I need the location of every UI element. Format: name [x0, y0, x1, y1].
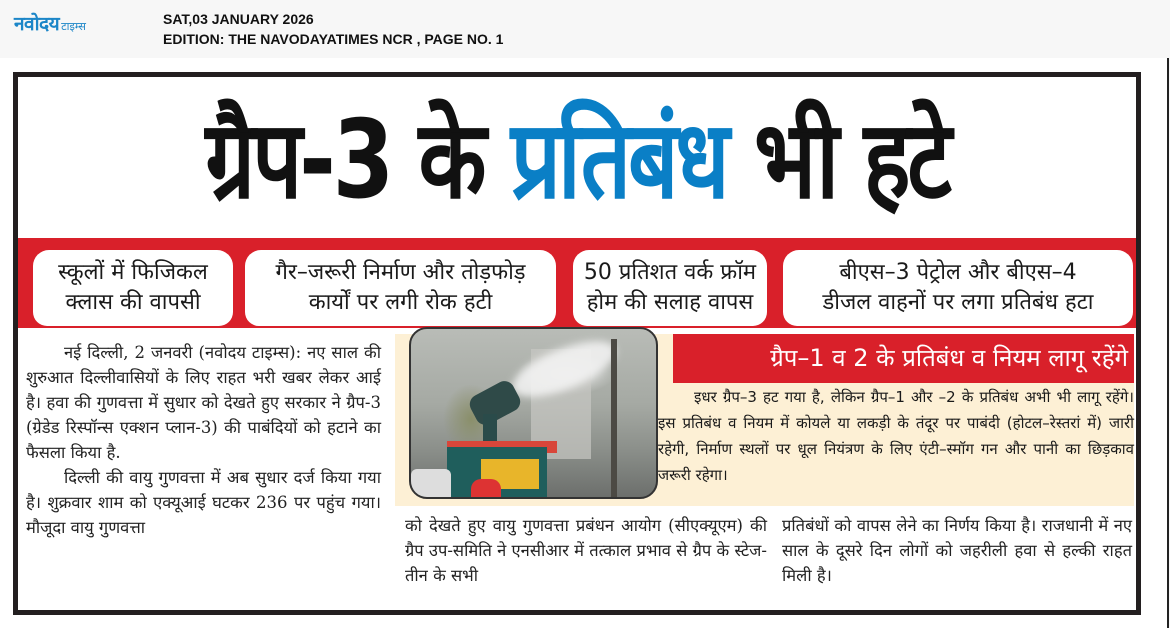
- headline-part-2: भी हटे: [726, 98, 949, 223]
- article-column-3: [782, 513, 1132, 588]
- article-paragraph: प्रतिबंधों को वापस लेने का निर्णय किया है। राजधानी में नए साल के दूसरे दिन लोगों को जहरीली हवा से हल्की राहत मिली है।: [782, 516, 1132, 585]
- edition-info: EDITION: THE NAVODAYATIMES NCR , PAGE NO. 1: [163, 31, 504, 47]
- highlight-line: 50 प्रतिशत वर्क फ्रॉम: [583, 260, 757, 285]
- sidebox-body: [658, 384, 1134, 488]
- article-paragraph: को देखते हुए वायु गुणवत्ता प्रबंधन आयोग (सीएक्यूएम) की ग्रैप उप-समिति ने एनसीआर में तत्काल प्रभाव से ग्रैप के स्टेज-तीन के सभी: [405, 516, 767, 585]
- headline-part-1: ग्रैप-3 के: [205, 98, 511, 223]
- highlight-line: डीजल वाहनों पर लगा प्रतिबंध हटा: [822, 290, 1094, 315]
- article-column-1: [26, 340, 381, 540]
- sidebox-paragraph: इधर ग्रैप–3 हट गया है, लेकिन ग्रैप–1 और –2 के प्रतिबंध अभी भी लागू रहेंगे। इस प्रतिबंध व नियम में कोयले या लकड़ी के तंदूर पर पाबंदी (होटल–रेस्तरां में) जारी रहेगी, निर्माण स्थलों पर धूल नियंत्रण के लिए एंटी–स्मॉग गन और पानी का छिड़काव जरूरी रहेगा।: [658, 388, 1134, 484]
- photo-pole: [611, 339, 617, 497]
- top-bar: [0, 0, 1170, 58]
- highlights-band: [18, 238, 1136, 328]
- issue-date: SAT,03 JANUARY 2026: [163, 11, 314, 27]
- sidebox-subhead: ग्रैप–1 व 2 के प्रतिबंध व नियम लागू रहेंगे: [673, 334, 1134, 383]
- article-paragraph: दिल्ली की वायु गुणवत्ता में अब सुधार दर्ज किया गया है। शुक्रवार शाम को एक्यूआई घटकर 236 पर पहुंच गया। मौजूदा वायु गुणवत्ता: [26, 468, 381, 537]
- highlight-line: गैर–जरूरी निर्माण और तोड़फोड़: [275, 260, 526, 285]
- highlight-line: क्लास की वापसी: [65, 290, 201, 315]
- photo-car: [411, 469, 451, 497]
- highlight-box: [783, 250, 1133, 326]
- edition-meta: [163, 9, 503, 49]
- logo-main-text: नवोदय: [14, 13, 60, 35]
- page-headline: [119, 91, 1036, 231]
- photo-person: [471, 479, 501, 497]
- scrollbar-edge[interactable]: [1167, 58, 1169, 628]
- highlight-box: [573, 250, 767, 326]
- newspaper-logo[interactable]: [14, 10, 86, 36]
- highlight-box: [33, 250, 233, 326]
- highlight-line: स्कूलों में फिजिकल: [58, 260, 208, 285]
- headline-highlight: प्रतिबंध: [510, 98, 727, 223]
- article-paragraph: नई दिल्ली, 2 जनवरी (नवोदय टाइम्स): नए साल की शुरुआत दिल्लीवासियों के लिए राहत भरी खबर लेकर आई है। हवा की गुणवत्ता में सुधार को देखते हुए सरकार ने ग्रैप-3 (ग्रेडेड रिस्पॉन्स एक्शन प्लान-3) की पाबंदियों को हटाने का फैसला किया है.: [26, 343, 381, 462]
- news-photo: [409, 327, 658, 499]
- article-column-2: [405, 513, 767, 588]
- article-frame: [13, 72, 1141, 615]
- logo-sub-text: टाइम्स: [61, 20, 86, 33]
- highlight-line: कार्यों पर लगी रोक हटी: [308, 290, 493, 315]
- highlight-line: होम की सलाह वापस: [586, 290, 754, 315]
- highlight-box: [245, 250, 556, 326]
- highlight-line: बीएस–3 पेट्रोल और बीएस–4: [839, 260, 1077, 285]
